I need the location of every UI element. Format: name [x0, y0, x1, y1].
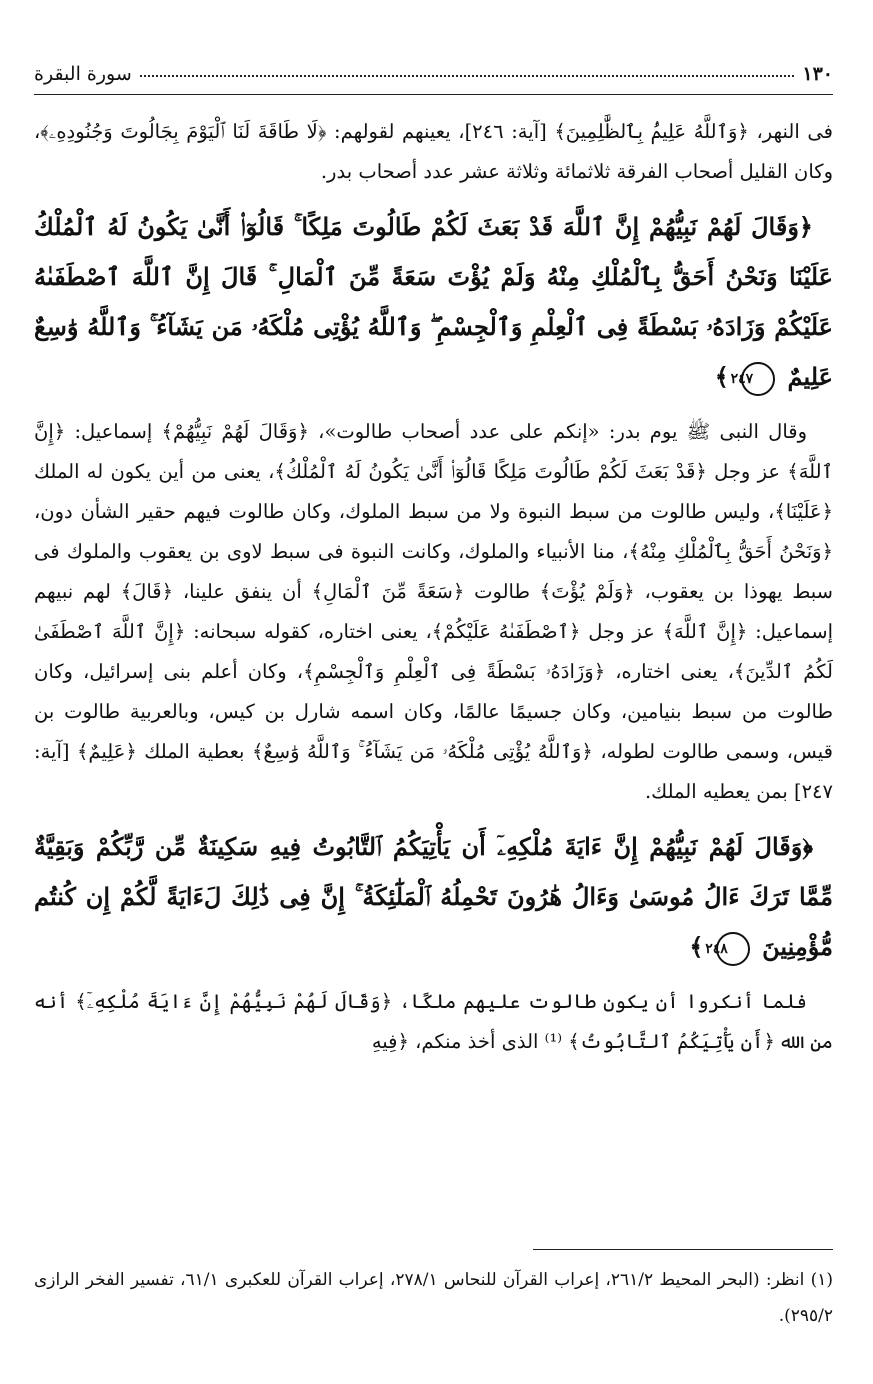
ayah-number-marker: ٢٤٧ [741, 362, 775, 396]
running-header [34, 58, 833, 90]
surah-title: سورة البقرة [34, 63, 132, 85]
quran-verse-247 [34, 202, 833, 402]
footnote-separator [533, 1249, 833, 1250]
quran-verse-248 [34, 822, 833, 972]
verse-close-bracket: ﴾ [714, 362, 729, 391]
commentary-paragraph-1: فى النهر، ﴿وَٱللَّهُ عَلِيمُۢ بِٱلظَّٰلِمِينَ﴾ [آية: ٢٤٦]، يعينهم لقولهم: ﴿لَا طَاقَةَ لَنَا ٱلْيَوْمَ بِجَالُوتَ وَجُنُودِهِۦ﴾، وكان القليل أصحاب الفرقة ثلاثمائة وثلاثة عشر عدد أصحاب بدر. [34, 120, 833, 183]
page-number: ١٣٠ [802, 63, 833, 85]
header-rule [34, 94, 833, 95]
verse-text: ﴿وَقَالَ لَهُمْ نَبِيُّهُمْ إِنَّ ٱللَّهَ قَدْ بَعَثَ لَكُمْ طَالُوتَ مَلِكًا ۚ قَالُوٓا۟ أَنَّىٰ يَكُونُ لَهُ ٱلْمُلْكُ عَلَيْنَا وَنَحْنُ أَحَقُّ بِٱلْمُلْكِ مِنْهُ وَلَمْ يُؤْتَ سَعَةً مِّنَ ٱلْمَالِ ۚ قَالَ إِنَّ ٱللَّهَ ٱصْطَفَىٰهُ عَلَيْكُمْ وَزَادَهُۥ بَسْطَةً فِى ٱلْعِلْمِ وَٱلْجِسْمِ ۖ وَٱللَّهُ يُؤْتِى مُلْكَهُۥ مَن يَشَآءُ ۚ وَٱللَّهُ وَٰسِعٌ عَلِيمٌ [34, 212, 833, 391]
verse-close-bracket: ﴾ [689, 932, 704, 961]
commentary-paragraph-2: وقال النبى ﷺ يوم بدر: «إنكم على عدد أصحاب طالوت»، ﴿وَقَالَ لَهُمْ نَبِيُّهُمْ﴾ إسماعيل: ﴿إِنَّ ٱللَّهَ﴾ عز وجل ﴿قَدْ بَعَثَ لَكُمْ طَالُوتَ مَلِكًا قَالُوٓا۟ أَنَّىٰ يَكُونُ لَهُ ٱلْمُلْكُ﴾، يعنى من أين يكون له الملك ﴿عَلَيْنَا﴾، وليس طالوت من سبط النبوة ولا من سبط الملوك، وكان طالوت فيهم حقير الشأن دون، ﴿وَنَحْنُ أَحَقُّ بِٱلْمُلْكِ مِنْهُ﴾، منا الأنبياء والملوك، وكانت النبوة فى سبط لاوى بن يعقوب والملوك فى سبط يهوذا بن يعقوب، ﴿وَلَمْ يُؤْتَ﴾ طالوت ﴿سَعَةً مِّنَ ٱلْمَالِ﴾ أن ينفق علينا، ﴿قَالَ﴾ لهم نبيهم إسماعيل: ﴿إِنَّ ٱللَّهَ﴾ عز وجل ﴿ٱصْطَفَىٰهُ عَلَيْكُمْ﴾، يعنى اختاره، كقوله سبحانه: ﴿إِنَّ ٱللَّهَ ٱصْطَفَىٰ لَكُمُ ٱلدِّينَ﴾، يعنى اختاره، ﴿وَزَادَهُۥ بَسْطَةً فِى ٱلْعِلْمِ وَٱلْجِسْمِ﴾، وكان أعلم بنى إسرائيل، وكان طالوت من سبط بنيامين، وكان جسيمًا عالمًا، وكان اسمه شارل بن كيس، وبالعربية طالوت بن قيس، وسمى طالوت لطوله، ﴿وَٱللَّهُ يُؤْتِى مُلْكَهُۥ مَن يَشَآءُ ۚ وَٱللَّهُ وَٰسِعٌ﴾ بعطية الملك ﴿عَلِيمٌ﴾ [آية: ٢٤٧] بمن يعطيه الملك. [34, 420, 834, 803]
commentary-paragraph-3: فلما أنكروا أن يكون طالوت عليهم ملكًا، ﴿وَقَالَ لَهُمْ نَبِيُّهُمْ إِنَّ ءَايَةَ مُلْكِهِۦٓ﴾ أنه من الله ﴿أَن يَأْتِيَكُمُ ٱلتَّابُوتُ﴾ ⁽¹⁾ الذى أخذ منكم، ﴿فِيهِ [34, 990, 833, 1053]
page-body [34, 112, 833, 1062]
ayah-number-marker: ٢٤٨ [716, 932, 750, 966]
verse-text: ﴿وَقَالَ لَهُمْ نَبِيُّهُمْ إِنَّ ءَايَةَ مُلْكِهِۦٓ أَن يَأْتِيَكُمُ ٱلتَّابُوتُ فِيهِ سَكِينَةٌ مِّن رَّبِّكُمْ وَبَقِيَّةٌ مِّمَّا تَرَكَ ءَالُ مُوسَىٰ وَءَالُ هَٰرُونَ تَحْمِلُهُ ٱلْمَلَٰٓئِكَةُ ۚ إِنَّ فِى ذَٰلِكَ لَءَايَةً لَّكُمْ إِن كُنتُم مُّؤْمِنِينَ [34, 832, 833, 961]
header-dot-leader [140, 75, 795, 77]
footnote: (١) انظر: (البحر المحيط ٢٦١/٢، إعراب القرآن للنحاس ٢٧٨/١، إعراب القرآن للعكبرى ٦١/١، تفسير الفخر الرازى ٢٩٥/٢). [34, 1270, 833, 1326]
